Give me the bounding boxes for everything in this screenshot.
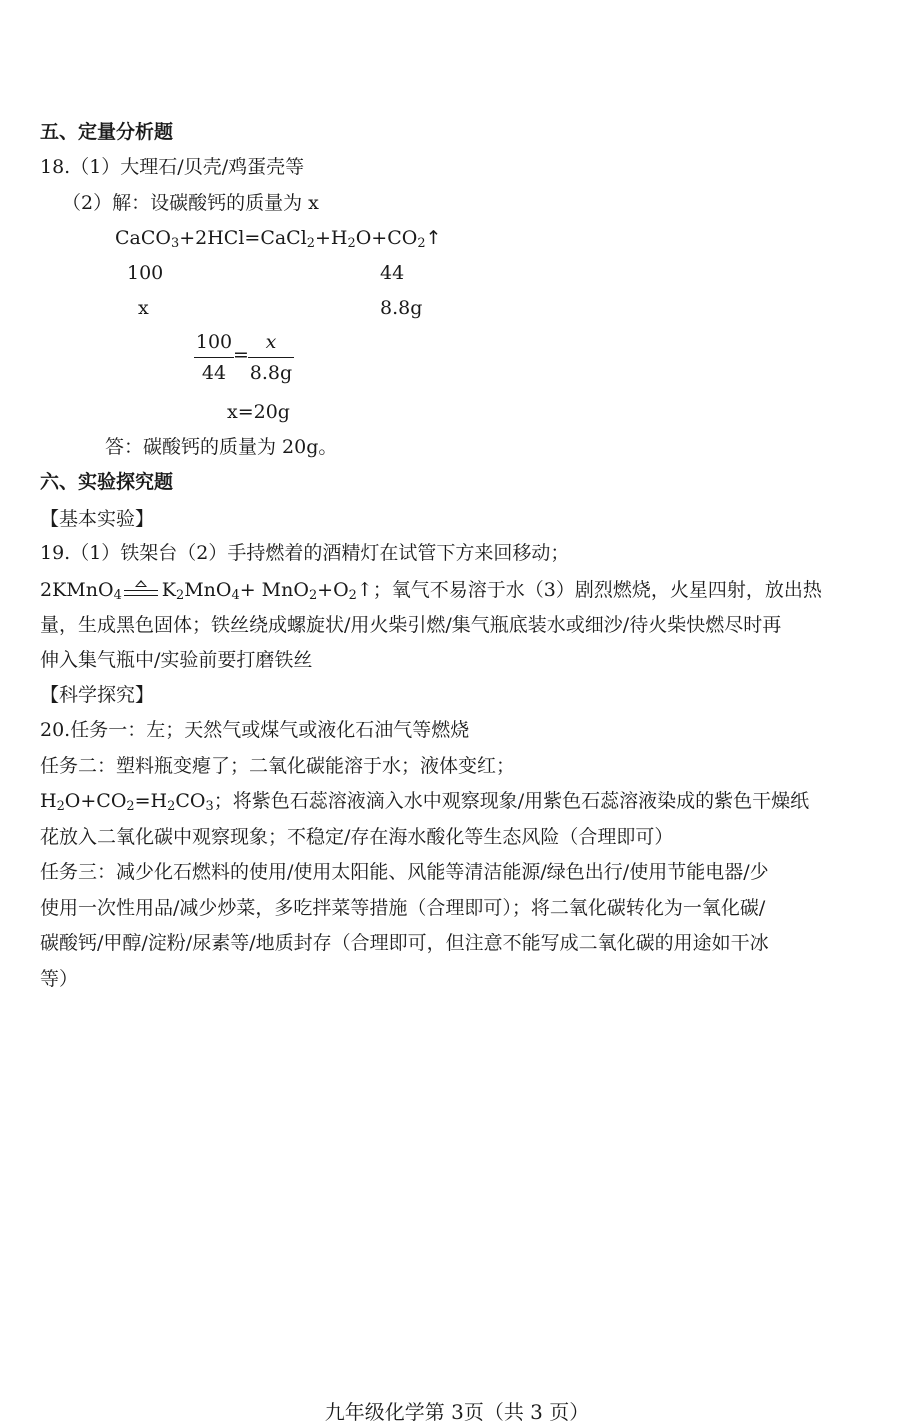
gas-arrow: ↑ bbox=[425, 227, 442, 249]
q20-line6: 使用一次性用品/减少炒菜，多吃拌菜等措施（合理即可）；将二氧化碳转化为一氧化碳/ bbox=[40, 897, 766, 919]
eq-sub: 2 bbox=[347, 236, 356, 252]
eq-part: CaCO bbox=[115, 227, 171, 249]
q19-line1: 19.（1）铁架台（2）手持燃着的酒精灯在试管下方来回移动； bbox=[40, 542, 570, 564]
eq-sub: 2 bbox=[348, 588, 357, 604]
ratio-left-top: 100 bbox=[127, 262, 164, 284]
fraction-left bbox=[194, 333, 234, 383]
eq-sub: 3 bbox=[205, 799, 214, 815]
basic-experiment-label: 【基本实验】 bbox=[40, 508, 155, 530]
q18-part1: 18.（1）大理石/贝壳/鸡蛋壳等 bbox=[40, 156, 305, 178]
q20-line7: 碳酸钙/甲醇/淀粉/尿素等/地质封存（合理即可，但注意不能写成二氧化碳的用途如干冰 bbox=[40, 932, 769, 954]
fraction-bar bbox=[248, 357, 294, 358]
q20-equation-line bbox=[40, 790, 810, 815]
eq-tail: ↑；氧气不易溶于水（3）剧烈燃烧，火星四射，放出热 bbox=[356, 579, 822, 601]
q20-line1: 20.任务一：左；天然气或煤气或液化石油气等燃烧 bbox=[40, 719, 470, 741]
science-inquiry-label: 【科学探究】 bbox=[40, 684, 155, 706]
fraction-right-denominator: 8.8g bbox=[249, 362, 293, 384]
eq-part: MnO bbox=[184, 579, 232, 601]
eq-sub: 2 bbox=[308, 588, 318, 604]
eq-part: 2KMnO bbox=[40, 579, 114, 601]
solution-result: x=20g bbox=[227, 401, 290, 423]
eq-tail: ；将紫色石蕊溶液滴入水中观察现象/用紫色石蕊溶液染成的紫色干燥纸 bbox=[213, 790, 810, 812]
q19-equation-line bbox=[40, 579, 822, 604]
eq-sub: 2 bbox=[417, 236, 426, 252]
fraction-equals: = bbox=[233, 344, 249, 366]
fraction-left-denominator: 44 bbox=[201, 362, 227, 384]
eq-sub: 4 bbox=[113, 588, 122, 604]
eq-sub: 3 bbox=[170, 236, 180, 252]
fraction-bar bbox=[194, 357, 234, 358]
section-five-heading: 五、定量分析题 bbox=[40, 121, 174, 143]
q18-part2: （2）解：设碳酸钙的质量为 x bbox=[62, 192, 319, 214]
eq-part: K bbox=[161, 579, 176, 601]
q20-line8: 等） bbox=[40, 968, 79, 990]
eq-part: =H bbox=[134, 790, 168, 812]
ratio-left-bottom: x bbox=[138, 297, 149, 319]
eq-sub: 2 bbox=[56, 799, 65, 815]
solution-answer: 答：碳酸钙的质量为 20g。 bbox=[105, 436, 338, 458]
q20-line2: 任务二：塑料瓶变瘪了；二氧化碳能溶于水；液体变红； bbox=[40, 755, 516, 777]
q19-line4: 伸入集气瓶中/实验前要打磨铁丝 bbox=[40, 649, 313, 671]
q20-line4: 花放入二氧化碳中观察现象；不稳定/存在海水酸化等生态风险（合理即可） bbox=[40, 826, 674, 848]
eq-sub: 2 bbox=[126, 799, 135, 815]
eq-part: O+CO bbox=[64, 790, 127, 812]
q20-line5: 任务三：减少化石燃料的使用/使用太阳能、风能等清洁能源/绿色出行/使用节能电器/少 bbox=[40, 861, 769, 883]
q19-line3: 量，生成黑色固体；铁丝绕成螺旋状/用火柴引燃/集气瓶底装水或细沙/待火柴快燃尽时再 bbox=[40, 614, 782, 636]
eq-sub: 2 bbox=[175, 588, 185, 604]
fraction-left-numerator: 100 bbox=[195, 331, 233, 353]
heating-condition-icon bbox=[124, 580, 158, 598]
eq-sub: 2 bbox=[306, 236, 316, 252]
eq-sub: 2 bbox=[167, 799, 176, 815]
ratio-right-bottom: 8.8g bbox=[380, 297, 423, 319]
eq-part: +H bbox=[315, 227, 348, 249]
fraction-right bbox=[248, 333, 294, 383]
eq-part: O+CO bbox=[355, 227, 418, 249]
eq-part: H bbox=[40, 790, 57, 812]
ratio-right-top: 44 bbox=[380, 262, 405, 284]
fraction-right-numerator: x bbox=[265, 331, 277, 353]
eq-part: +2HCl=CaCl bbox=[179, 227, 307, 249]
eq-sub: 4 bbox=[231, 588, 240, 604]
reaction-equation bbox=[115, 227, 442, 252]
section-six-heading: 六、实验探究题 bbox=[40, 471, 174, 493]
eq-part: +O bbox=[317, 579, 349, 601]
page-footer: 九年级化学第 3页（共 3 页） bbox=[324, 1400, 590, 1424]
eq-part: + MnO bbox=[239, 579, 309, 601]
eq-part: CO bbox=[175, 790, 206, 812]
